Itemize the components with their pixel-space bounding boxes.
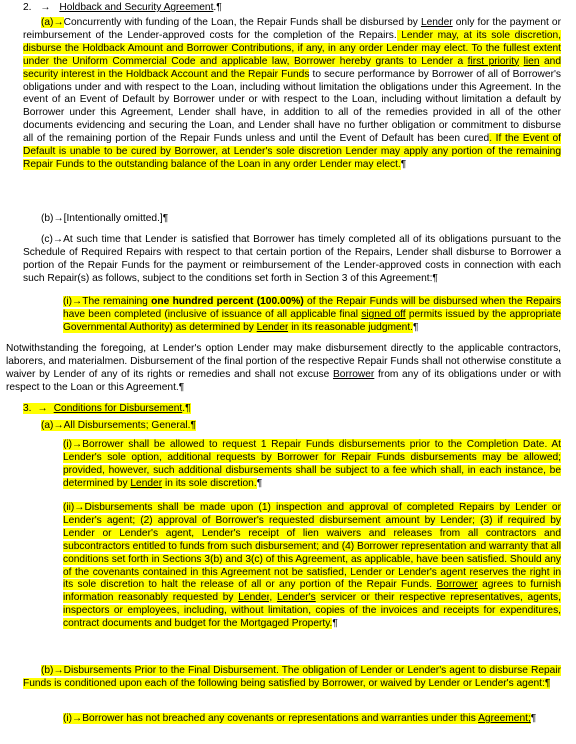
section-3-title: Conditions for Disbursement: [53, 403, 183, 414]
lender-link: Lender: [256, 321, 289, 333]
lender-link: Lender: [238, 592, 270, 604]
lien-text: lien: [523, 55, 540, 67]
first-priority-text: first priority: [467, 55, 520, 67]
paragraph-3b: (b)→Disbursements Prior to the Final Disbursement. The obligation of Lender or Lender's agent to disburse Repair Funds is conditioned upon each of the following being satisfied by Borrower, or waived by Lender or Lender's agent:¶: [23, 665, 561, 689]
lenders-link: Lender's: [276, 592, 316, 604]
paragraph-2c-i: (i)→The remaining one hundred percent (100.00%) of the Repair Funds will be disbursed when the Repairs have been completed (inclusive of issuance of all applicable final signed off permits issued by the appropriate Governmental Authority) as determined by Lender in its reasonable judgment.¶: [63, 296, 562, 333]
signed-off-text: signed off: [361, 308, 406, 320]
lender-link: Lender: [420, 17, 453, 28]
section-3-heading: 3. → Conditions for Disbursement.¶: [23, 403, 191, 414]
lender-link: Lender: [130, 477, 163, 489]
paragraph-notwithstanding: Notwithstanding the foregoing, at Lender's option Lender may make disbursement directly to the applicable contractors, laborers, and materialmen. Disbursement of the final portion of the respective Repair Funds shall not otherwise constitute a waiver by Lender of any of its rights or remedies and shall not excuse Borrower from any of its obligations under or with respect to the Loan or this Agreement.¶: [6, 343, 561, 393]
paragraph-3a-ii: (ii)→Disbursements shall be made upon (1) inspection and approval of completed Repairs by Lender or Lender's agent; (2) approval of Borrower's requested disbursement amount by Lender; (3) if required by Lender or Lender's agent, Lender's receipt of lien waivers and releases from all contractors and subcontractors entitled to funds from such disbursement; and (4) Borrower representation and warranty that all conditions set forth in Sections 3(b) and 3(c) of this Agreement, as applicable, have been satisfied. Should any of the covenants contained in this Agreement not be satisfied, Lender or Lender's agent reserves the right in its sole discretion to halt the release of all or any portion of the Repair Funds. Borrower agrees to furnish information reasonably requested by Lender, Lender's servicer or their respective representatives, agents, inspectors or employees, including, without limitation, copies of the invoices and receipts for expenditures, contract documents and budget for the Mortgaged Property.¶: [63, 502, 561, 630]
section-2-heading: 2. → Holdback and Security Agreement.¶: [23, 2, 222, 13]
paragraph-3a-i: (i)→Borrower shall be allowed to request 1 Repair Funds disbursements prior to the Completion Date. At Lender's sole option, additional requests by Borrower for Repair Funds disbursements may be allowed; provided, however, such additional disbursements shall be subject to a fee which shall, in each instance, be determined by Lender in its sole discretion.¶: [63, 439, 561, 489]
paragraph-2b: (b)→[Intentionally omitted.]¶: [41, 213, 169, 224]
borrower-link: Borrower: [436, 579, 478, 591]
section-2-title: Holdback and Security Agreement: [59, 2, 214, 13]
borrower-link: Borrower: [332, 368, 375, 380]
paragraph-3a: (a)→All Disbursements; General.¶: [41, 420, 196, 431]
paragraph-2a: (a)→Concurrently with funding of the Loan, the Repair Funds shall be disbursed by Lender only for the payment or reimbursement of the Lender-approved costs for the completion of the Repairs. Lender may, at its sole discretion, disburse the Holdback Amount and Borrower Contributions, if any, in any order Lender may elect. To the fullest extent under the Uniform Commercial Code and applicable law, Borrower hereby grants to Lender a first priority lien and security interest in the Holdback Account and the Repair Funds to secure performance by Borrower of all of Borrower's obligations under and with respect to the Loan, including without limitation the obligations under this Agreement. In the event of an Event of Default by Borrower under or with respect to the Loan, including without limitation a default by Borrower under this Agreement, Lender shall have, in addition to all of the remedies provided in all of the other documents evidencing and securing the Loan, and Lender shall have no further obligation or commitment to disburse all of the remaining portion of the Repair Funds unless and until the Event of Default has been cured. If the Event of Default is unable to be cured by Borrower, at Lender's sole discretion Lender may apply any portion of the remaining Repair Funds to the outstanding balance of the Loan in any order Lender may elect.¶: [23, 17, 562, 170]
agreement-text: Agreement;: [478, 713, 531, 724]
paragraph-2c: (c)→At such time that Lender is satisfied that Borrower has timely completed all of its obligations pursuant to the Schedule of Required Repairs with respect to that certain portion of the Repairs, Lender shall disburse to Borrower a portion of the Repair Funds for the payment or reimbursement of the Lender-approved costs in connection with each such Repair(s) as follows, subject to the conditions set forth in Section 3 of this Agreement:¶: [23, 234, 561, 284]
paragraph-3b-i: (i)→Borrower has not breached any covenants or representations and warranties under this Agreement;¶: [63, 713, 537, 724]
